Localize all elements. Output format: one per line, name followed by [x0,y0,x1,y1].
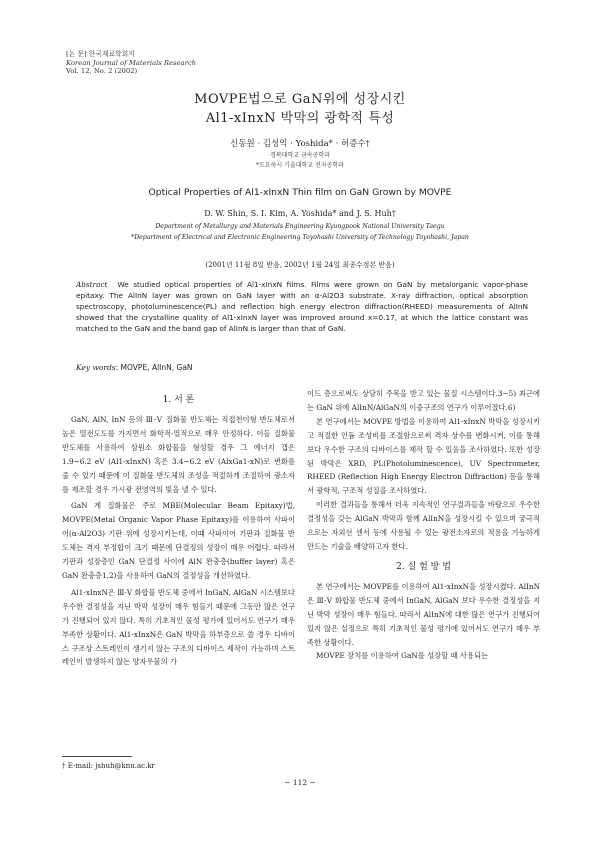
affiliation-ko-1: 경북대학교 금속공학과 [270,152,330,159]
authors-english: D. W. Shin, S. I. Kim, A. Yoshida* and J. S. Huh† [204,209,396,218]
paragraph: MOVPE 장치를 이용하여 GaN를 성장할 때 사용되는 [316,651,489,661]
journal-volume: Vol. 12, No. 2 (2002) [66,67,138,76]
title-ko-line2: Al1-xInxN 박막의 광학적 특성 [205,111,395,126]
footnote-email: † E-mail: jshuh@knu.ac.kr [62,762,155,770]
title-english: Optical Properties of Al1-xInxN Thin film on GaN Grown by MOVPE [148,187,452,198]
journal-name-en: Korean Journal of Materials Research [66,58,197,67]
paragraph: 본 연구에서는 MOVPE 방법을 이용하여 Al1-xInxN 박막을 성장시키고 적절한 인듐 조성비를 조절함으로써 격자 상수를 변화시켜, 이를 통해 보다 우수한 구조의 디바이스를 제작 할 수 있음을 조사하였다. 또한 성장된 박막은 XRD, PL(Photoluminescence), UV Spectrometer, RHEED (Reflection High Energy Electron Diffraction) 등을 통해서 광학적, 구조적 성질을 조사하였다. [307,416,540,496]
keywords-label: Key words [76,363,116,372]
abstract-text: We studied optical properties of Al1-xInxN films. Films were grown on GaN by metalorganic vapor-phase epitaxy. The AlInN layer was grown on GaN layer with an α-Al2O3 substrate. X-ray diffraction, optical absorption spectroscopy, photoluminescence(PL) and reflection high energy electron diffraction(RHEED) measurements of AlInN showed that the crystalline quality of Al1-xInxN layer was improved around x=0.17, at which the lattice constant was matched to the GaN and the band gap of AlInN is larger than that of GaN. [76,280,528,333]
authors-korean: 신동원 · 김성익 · Yoshida* · 허증수† [230,139,370,149]
section-heading-intro: 1. 서 론 [162,395,195,405]
paragraph: 본 연구에서는 MOVPE를 이용하여 Al1-xInxN을 성장시켰다. AlInN은 Ⅲ-Ⅴ 화합물 반도체 중에서 InGaN, AlGaN 보다 우수한 결정성을 지닌 박막 성장이 매우 힘들다. 따라서 AlInN에 대한 많은 연구가 진행되어 있지 않은 실정으로 특히 기초적인 물성 평가에 있어서도 연구가 매우 부족한 상황이다. [307,581,540,647]
affiliation-en-1: Department of Metallurgy and Materials Engineering Kyungpook National University Taegu [155,223,445,230]
affiliations-english [50,222,550,243]
left-column [62,387,295,669]
affiliation-ko-2: *도요하시 기술대학교 전자공학과 [256,162,344,169]
journal-header [66,50,196,76]
title-korean [0,90,600,128]
affiliations-korean [0,151,600,171]
section-heading-experiment: 2. 실 험 방 법 [396,561,451,572]
title-ko-line1: MOVPE법으로 GaN위에 성장시킨 [194,92,406,107]
keywords-text: : MOVPE, AlInN, GaN [115,363,193,372]
journal-name-ko: [논 문] 한국재료학회지 [66,50,135,58]
abstract-label: Abstract [76,280,108,289]
received-date: (2001년 11월 8일 받음, 2002년 1월 24일 최종수정본 받음) [205,261,395,269]
paragraph: GaN, AlN, InN 등의 Ⅲ-Ⅴ 질화물 반도체는 직접천이형 반도체로서 높은 열전도도를 가지면서 화학적·열적으로 매우 안정하다. 이들 질화물 반도체를 사용하여 삼원소 화합물을 형성할 경우 그 에너지 갭은 1.9~6.2 eV (Al1-xInxN) 혹은 3.4~6.2 eV (AlxGa1-xN)로 변화를 줄 수 있기 때문에 이 질화물 반도체의 조성을 적절하게 조절하여 광소자를 제조할 경우 가시광 전영역의 빛을 낼 수 있다. [62,415,295,494]
abstract [76,279,528,334]
paragraph: 이러한 결과들을 통해서 더욱 지속적인 연구결과들을 바탕으로 우수한 결정성을 갖는 AlGaN 박막과 함께 AlInN을 성장시킬 수 있으며 궁극적으로는 자외선 센서 등에 사용될 수 있는 광전소자로의 적용을 가능하게 만드는 기술을 배양하고자 한다. [307,500,540,551]
paragraph: Al1-xInxN은 Ⅲ-Ⅴ 화합물 반도체 중에서 InGaN, AlGaN 시스템보다 우수한 결정성을 지닌 박막 성장이 매우 힘들기 때문에 그동안 많은 연구가 진행되어 있지 않다. 특히 기초적인 물성 평가에 있어서도 연구가 매우 부족한 상황이다. Al1-xInxN은 GaN 박막을 하부층으로 쓸 경우 디바이스 구조상 스트레인이 생기지 않는 구조의 디바이스 제작이 가능하며 스트레인이 발생하지 않는 양자우물의 가 [62,587,295,667]
right-column [307,387,540,663]
footnote-divider [62,756,132,757]
affiliation-en-2: *Department of Electrical and Electronic Engineering Toyohashi University of Technology Toyohashi, Japan [131,233,469,241]
paragraph: GaN 계 질화물은 주로 MBE(Molecular Beam Epitaxy)법, MOVPE(Metal Organic Vapor Phase Epitaxy)를 이용하여 사파이어(α-Al2O3) 기판 위에 성장시키는데, 이때 사파이어 기판과 질화물 반도체는 격자 부정합이 크기 때문에 단결정의 성장이 매우 어렵다. 따라서 기판과 성장층인 GaN 단결정 사이에 AlN 완충층(buffer layer) 혹은 GaN 완충층1,2)을 사용하여 GaN의 결정성을 개선하였다. [62,501,295,580]
keywords [76,363,193,372]
page-number: − 112 − [284,778,316,787]
paragraph: 이드 층으로써도 상당히 주목을 받고 있는 물질 시스템이다.3~5) 최근에는 GaN 위에 AlInN/AlGaN의 이중구조의 연구가 이루어졌다.6) [307,389,540,412]
